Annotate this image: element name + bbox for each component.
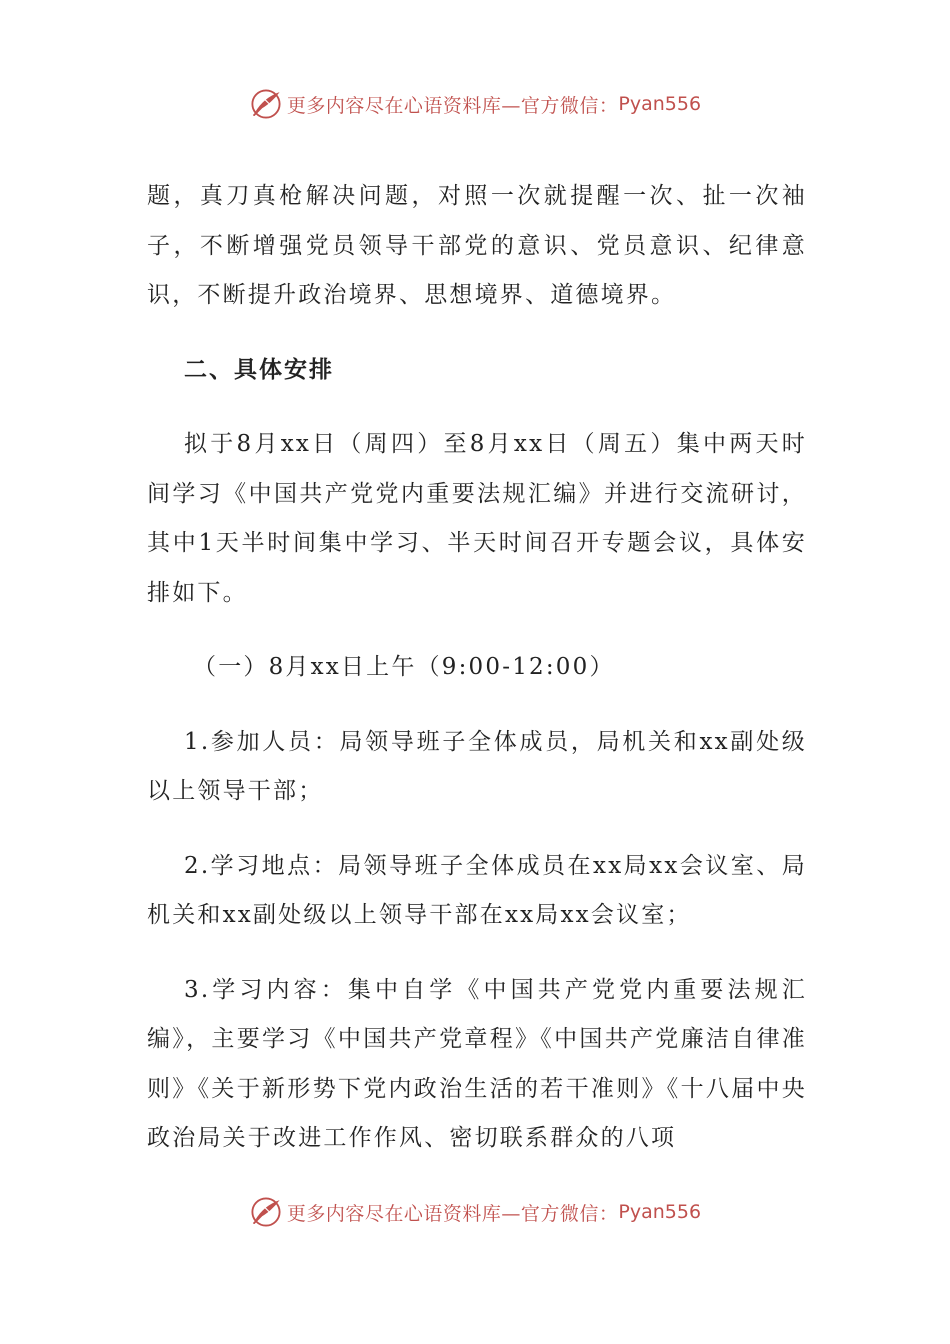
- watermark-wechat-id: Pyan556: [618, 1201, 702, 1223]
- watermark-text: 更多内容尽在心语资料库—官方微信：: [286, 1202, 619, 1225]
- document-body: [147, 172, 807, 1164]
- paragraph-arrangement: 拟于8月xx日（周四）至8月xx日（周五）集中两天时间学习《中国共产党党内重要法规汇编》并进行交流研讨，其中1天半时间集中学习、半天时间召开专题会议，具体安排如下。: [147, 431, 807, 606]
- footer-watermark: [0, 1192, 950, 1232]
- feather-pen-logo-icon: [249, 1195, 283, 1229]
- header-watermark: [0, 84, 950, 124]
- section-heading: 二、具体安排: [184, 356, 334, 383]
- list-item: 1.参加人员：局领导班子全体成员，局机关和xx副处级以上领导干部；: [147, 728, 807, 804]
- feather-pen-logo-icon: [249, 87, 283, 121]
- watermark-wechat-id: Pyan556: [618, 93, 702, 115]
- paragraph-continued: 题，真刀真枪解决问题，对照一次就提醒一次、扯一次袖子，不断增强党员领导干部党的意识、党员意识、纪律意识，不断提升政治境界、思想境界、道德境界。: [147, 183, 807, 308]
- list-item: 2.学习地点：局领导班子全体成员在xx局xx会议室、局机关和xx副处级以上领导干部在xx局xx会议室；: [147, 852, 807, 928]
- list-item: 3.学习内容：集中自学《中国共产党党内重要法规汇编》，主要学习《中国共产党章程》《中国共产党廉洁自律准则》《关于新形势下党内政治生活的若干准则》《十八届中央政治局关于改进工作作风、密切联系群众的八项: [147, 976, 807, 1151]
- watermark-text: 更多内容尽在心语资料库—官方微信：: [286, 94, 619, 117]
- subsection-heading: （一）8月xx日上午（9:00-12:00）: [193, 654, 615, 680]
